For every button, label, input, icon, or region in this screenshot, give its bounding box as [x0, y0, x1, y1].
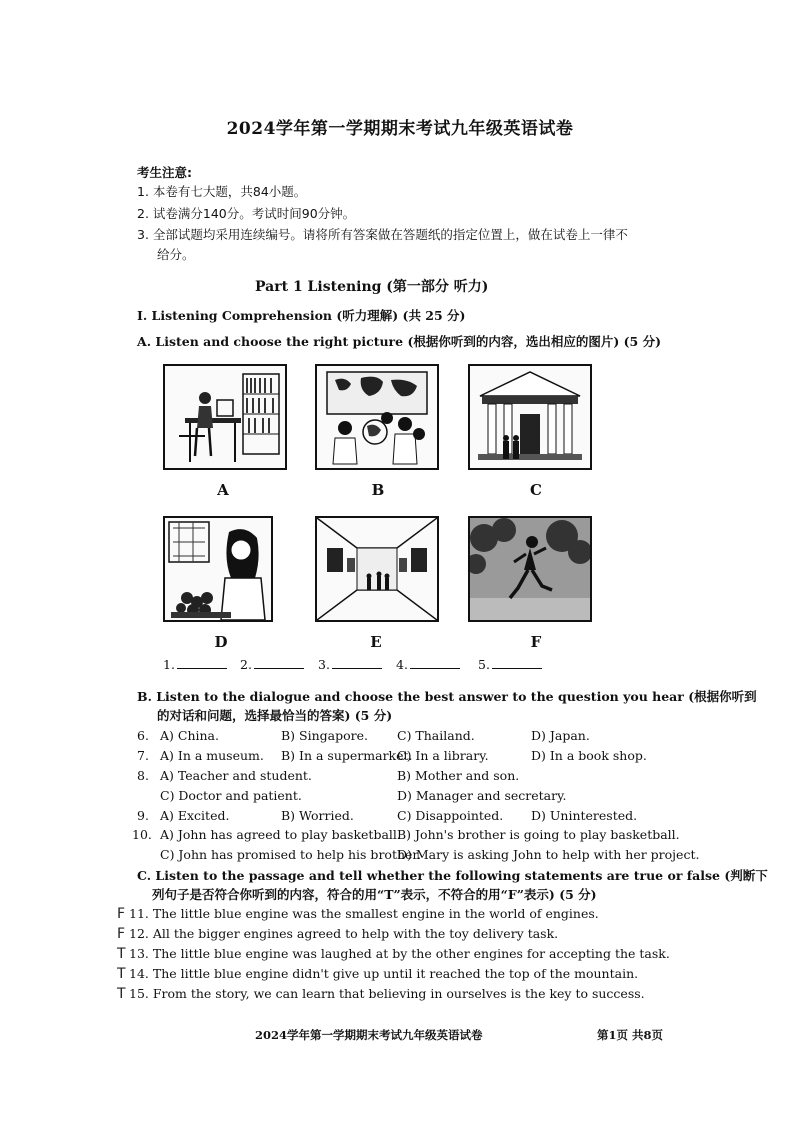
option-9b[interactable]: B) Worried.	[281, 808, 354, 823]
question-number: 9.	[137, 808, 149, 823]
notice-item-2: 2. 试卷满分140分。考试时间90分钟。	[137, 206, 356, 221]
part1-heading: Part 1 Listening (第一部分 听力)	[255, 279, 489, 295]
option-6b[interactable]: B) Singapore.	[281, 728, 368, 743]
notice-item-3-cont: 给分。	[157, 247, 195, 262]
option-9d[interactable]: D) Uninterested.	[531, 808, 638, 823]
option-6c[interactable]: C) Thailand.	[397, 728, 475, 743]
handwritten-answer-12: F	[117, 926, 126, 942]
statement-12: 12. All the bigger engines agreed to help with the toy delivery task.	[129, 926, 559, 941]
option-8b[interactable]: B) Mother and son.	[397, 768, 520, 783]
option-8a[interactable]: A) Teacher and student.	[160, 768, 312, 783]
sectionB-heading-1: B. Listen to the dialogue and choose the best answer to the question you hear (根据你听到	[137, 689, 757, 704]
museum-building-picture	[468, 364, 592, 470]
statement-14: 14. The little blue engine didn't give up until it reached the top of the mountain.	[129, 966, 639, 981]
picture-label-f: F	[530, 633, 542, 651]
blank-number: 1.	[163, 657, 175, 672]
notice-item-3: 3. 全部试题均采用连续编号。请将所有答案做在答题纸的指定位置上，做在试卷上一律不	[137, 227, 628, 242]
runner-picture	[468, 516, 592, 622]
answer-blank-4[interactable]	[396, 657, 460, 672]
sectionC-heading-1: C. Listen to the passage and tell whether the following statements are true or false (判断下	[137, 868, 768, 883]
option-8d[interactable]: D) Manager and secretary.	[397, 788, 567, 803]
sectionB-heading-2: 的对话和问题，选择最恰当的答案) (5 分)	[157, 708, 393, 723]
answer-blank-1[interactable]	[163, 657, 227, 672]
sectionA-heading: A. Listen and choose the right picture (根据你听到的内容，选出相应的图片) (5 分)	[137, 334, 662, 349]
question-number: 10.	[132, 827, 152, 842]
statement-13: 13. The little blue engine was laughed at by the other engines for accepting the task.	[129, 946, 670, 961]
answer-blank-3[interactable]	[318, 657, 382, 672]
picture-label-b: B	[371, 481, 385, 499]
option-10b[interactable]: B) John's brother is going to play basketball.	[397, 827, 680, 842]
picture-label-c: C	[530, 481, 542, 499]
option-8c[interactable]: C) Doctor and patient.	[160, 788, 302, 803]
option-9a[interactable]: A) Excited.	[160, 808, 230, 823]
blank-number: 2.	[240, 657, 252, 672]
option-6d[interactable]: D) Japan.	[531, 728, 590, 743]
girl-with-flowers-picture	[163, 516, 273, 622]
option-7b[interactable]: B) In a supermarket.	[281, 748, 413, 763]
page-title: 2024学年第一学期期末考试九年级英语试卷	[226, 119, 574, 139]
question-number: 6.	[137, 728, 149, 743]
section1-heading: I. Listening Comprehension (听力理解) (共 25 分)	[137, 308, 466, 323]
sectionC-heading-2: 列句子是否符合你听到的内容，符合的用“T”表示，不符合的用“F”表示) (5 分)	[152, 887, 597, 902]
notice-item-1: 1. 本卷有七大题，共84小题。	[137, 184, 307, 199]
option-7a[interactable]: A) In a museum.	[160, 748, 264, 763]
answer-blank-5[interactable]	[478, 657, 542, 672]
option-6a[interactable]: A) China.	[160, 728, 219, 743]
footer-title: 2024学年第一学期期末考试九年级英语试卷	[255, 1028, 483, 1042]
option-7d[interactable]: D) In a book shop.	[531, 748, 647, 763]
handwritten-answer-13: T	[117, 946, 126, 962]
statement-11: 11. The little blue engine was the smallest engine in the world of engines.	[129, 906, 599, 921]
handwritten-answer-11: F	[117, 906, 126, 922]
student-at-desk-picture	[163, 364, 287, 470]
picture-label-a: A	[217, 481, 229, 499]
handwritten-answer-14: T	[117, 966, 126, 982]
blank-number: 3.	[318, 657, 330, 672]
option-10a[interactable]: A) John has agreed to play basketball.	[160, 827, 401, 842]
blank-number: 4.	[396, 657, 408, 672]
answer-blank-2[interactable]	[240, 657, 304, 672]
handwritten-answer-15: T	[117, 986, 126, 1002]
option-10c[interactable]: C) John has promised to help his brother.	[160, 847, 421, 862]
option-10d[interactable]: D) Mary is asking John to help with her project.	[397, 847, 700, 862]
statement-15: 15. From the story, we can learn that believing in ourselves is the key to success.	[129, 986, 645, 1001]
question-number: 8.	[137, 768, 149, 783]
option-9c[interactable]: C) Disappointed.	[397, 808, 504, 823]
page-number: 第1页 共8页	[597, 1028, 664, 1042]
children-with-globe-picture	[315, 364, 439, 470]
gallery-hall-picture	[315, 516, 439, 622]
notice-heading: 考生注意:	[137, 165, 192, 180]
picture-label-e: E	[370, 633, 382, 651]
picture-label-d: D	[214, 633, 228, 651]
blank-number: 5.	[478, 657, 490, 672]
option-7c[interactable]: C) In a library.	[397, 748, 489, 763]
question-number: 7.	[137, 748, 149, 763]
